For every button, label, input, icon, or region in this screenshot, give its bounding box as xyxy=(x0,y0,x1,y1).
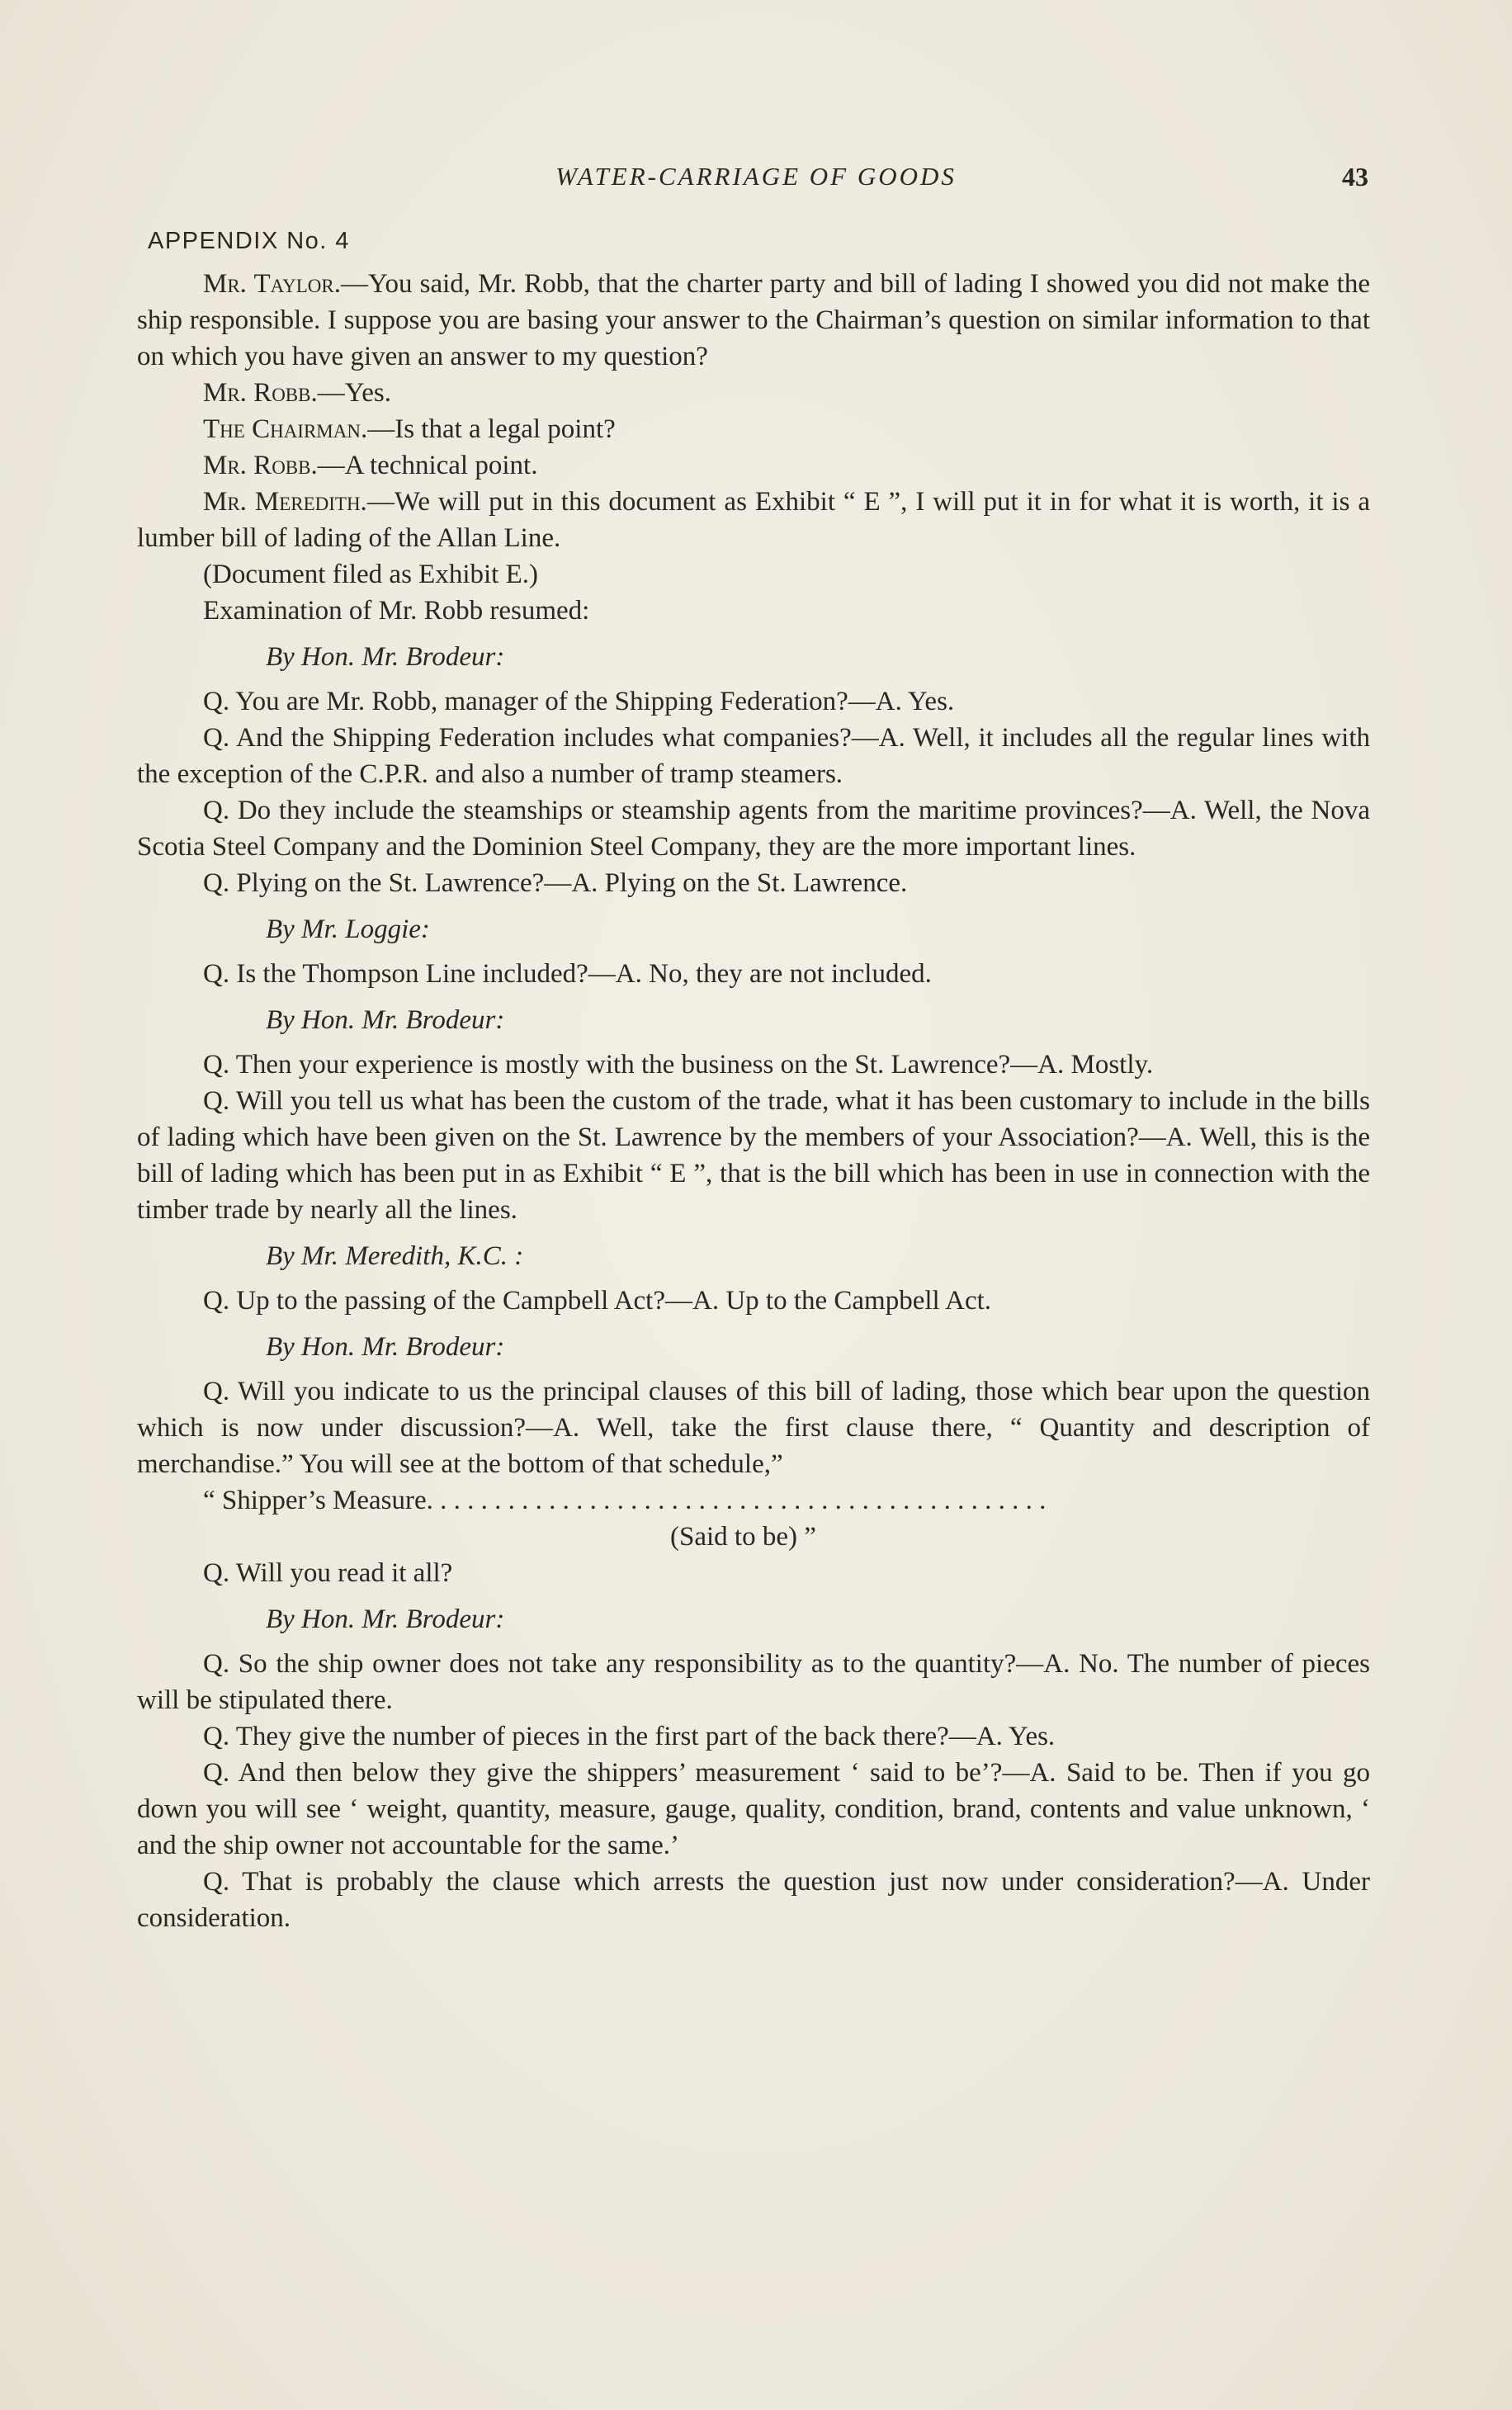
speaker-name: The Chairman. xyxy=(203,414,368,444)
question-answer: Q. You are Mr. Robb, manager of the Shipping Federation?—A. Yes. xyxy=(203,687,955,716)
examiner-heading: By Hon. Mr. Brodeur: xyxy=(266,1005,505,1035)
question-answer: Q. Up to the passing of the Campbell Act?—A. Up to the Campbell Act. xyxy=(203,1286,992,1316)
speech-text: —You said, Mr. Robb, that the charter party and bill of lading I showed you did not make the ship responsible. I suppose you are basing your answer to the Chairman’s question on similar information to that on which you have given an answer to my question? xyxy=(137,269,1370,371)
paragraph-examination-resumed: Examination of Mr. Robb resumed: xyxy=(203,596,590,626)
question-answer: Q. And then below they give the shippers’ measurement ‘ said to be’?—A. Said to be. Then if you go down you will see ‘ weight, quantity, measure, gauge, quality, condition, brand, contents and value unknown, ‘ and the ship owner not accountable for the same.’ xyxy=(137,1758,1370,1860)
examiner-heading: By Hon. Mr. Brodeur: xyxy=(266,1332,505,1362)
examiner-heading: By Mr. Meredith, K.C. : xyxy=(266,1241,524,1271)
question-answer: Q. Do they include the steamships or steamship agents from the maritime provinces?—A. Well, the Nova Scotia Steel Company and the Dominion Steel Company, they are the more important lines. xyxy=(137,796,1370,862)
question-answer: Q. So the ship owner does not take any responsibility as to the quantity?—A. No. The number of pieces will be stipulated there. xyxy=(137,1649,1370,1715)
speech-text: —We will put in this document as Exhibit “ E ”, I will put it in for what it is worth, it is a lumber bill of lading of the Allan Line. xyxy=(137,487,1370,553)
speech-text: —Yes. xyxy=(317,378,392,408)
question-answer: Q. Will you read it all? xyxy=(203,1558,453,1588)
speaker-name: Mr. Taylor. xyxy=(203,269,341,299)
shipper-measure-line: “ Shipper’s Measure. . . . . . . . . . . . . . . . . . . . . . . . . . . . . . . . . . . . . . . . . . . . . . xyxy=(203,1486,1047,1515)
speaker-name: Mr. Robb. xyxy=(203,451,318,480)
paragraph-chairman xyxy=(137,411,1370,447)
paragraph-robb-technical xyxy=(137,447,1370,484)
paragraph-meredith xyxy=(137,484,1370,556)
page-number: 43 xyxy=(1342,162,1368,191)
question-answer: Q. Is the Thompson Line included?—A. No, they are not included. xyxy=(203,959,932,989)
said-to-be-line: (Said to be) ” xyxy=(670,1522,816,1552)
speech-text: —A technical point. xyxy=(317,451,538,480)
speech-text: —Is that a legal point? xyxy=(367,414,616,444)
question-answer: Q. That is probably the clause which arrests the question just now under consideration?—A. Under consideration. xyxy=(137,1867,1370,1933)
paragraph-robb-yes xyxy=(137,375,1370,411)
paragraph-taylor xyxy=(137,266,1370,375)
question-answer: Q. Will you tell us what has been the custom of the trade, what it has been customary to include in the bills of lading which have been given on the St. Lawrence by the members of your Association?—A. Well, this is the bill of lading which has been put in as Exhibit “ E ”, that is the bill which has been in use in connection with the timber trade by nearly all the lines. xyxy=(137,1086,1370,1225)
question-answer: Q. They give the number of pieces in the first part of the back there?—A. Yes. xyxy=(203,1722,1056,1751)
document-body xyxy=(137,266,1370,1936)
paragraph-document-filed: (Document filed as Exhibit E.) xyxy=(203,560,538,589)
appendix-label: APPENDIX No. 4 xyxy=(148,228,351,254)
question-answer: Q. Plying on the St. Lawrence?—A. Plying on the St. Lawrence. xyxy=(203,868,908,898)
examiner-heading: By Hon. Mr. Brodeur: xyxy=(266,642,505,672)
examiner-heading: By Mr. Loggie: xyxy=(266,914,430,944)
question-answer: Q. Will you indicate to us the principal clauses of this bill of lading, those which bear upon the question which is now under discussion?—A. Well, take the first clause there, “ Quantity and description of merchandise.” You will see at the bottom of that schedule,” xyxy=(137,1377,1370,1479)
examiner-heading: By Hon. Mr. Brodeur: xyxy=(266,1604,505,1634)
question-answer: Q. And the Shipping Federation includes what companies?—A. Well, it includes all the regular lines with the exception of the C.P.R. and also a number of tramp steamers. xyxy=(137,723,1370,789)
running-title: WATER-CARRIAGE OF GOODS xyxy=(555,162,957,191)
speaker-name: Mr. Meredith. xyxy=(203,487,367,517)
speaker-name: Mr. Robb. xyxy=(203,378,318,408)
question-answer: Q. Then your experience is mostly with the business on the St. Lawrence?—A. Mostly. xyxy=(203,1050,1154,1080)
